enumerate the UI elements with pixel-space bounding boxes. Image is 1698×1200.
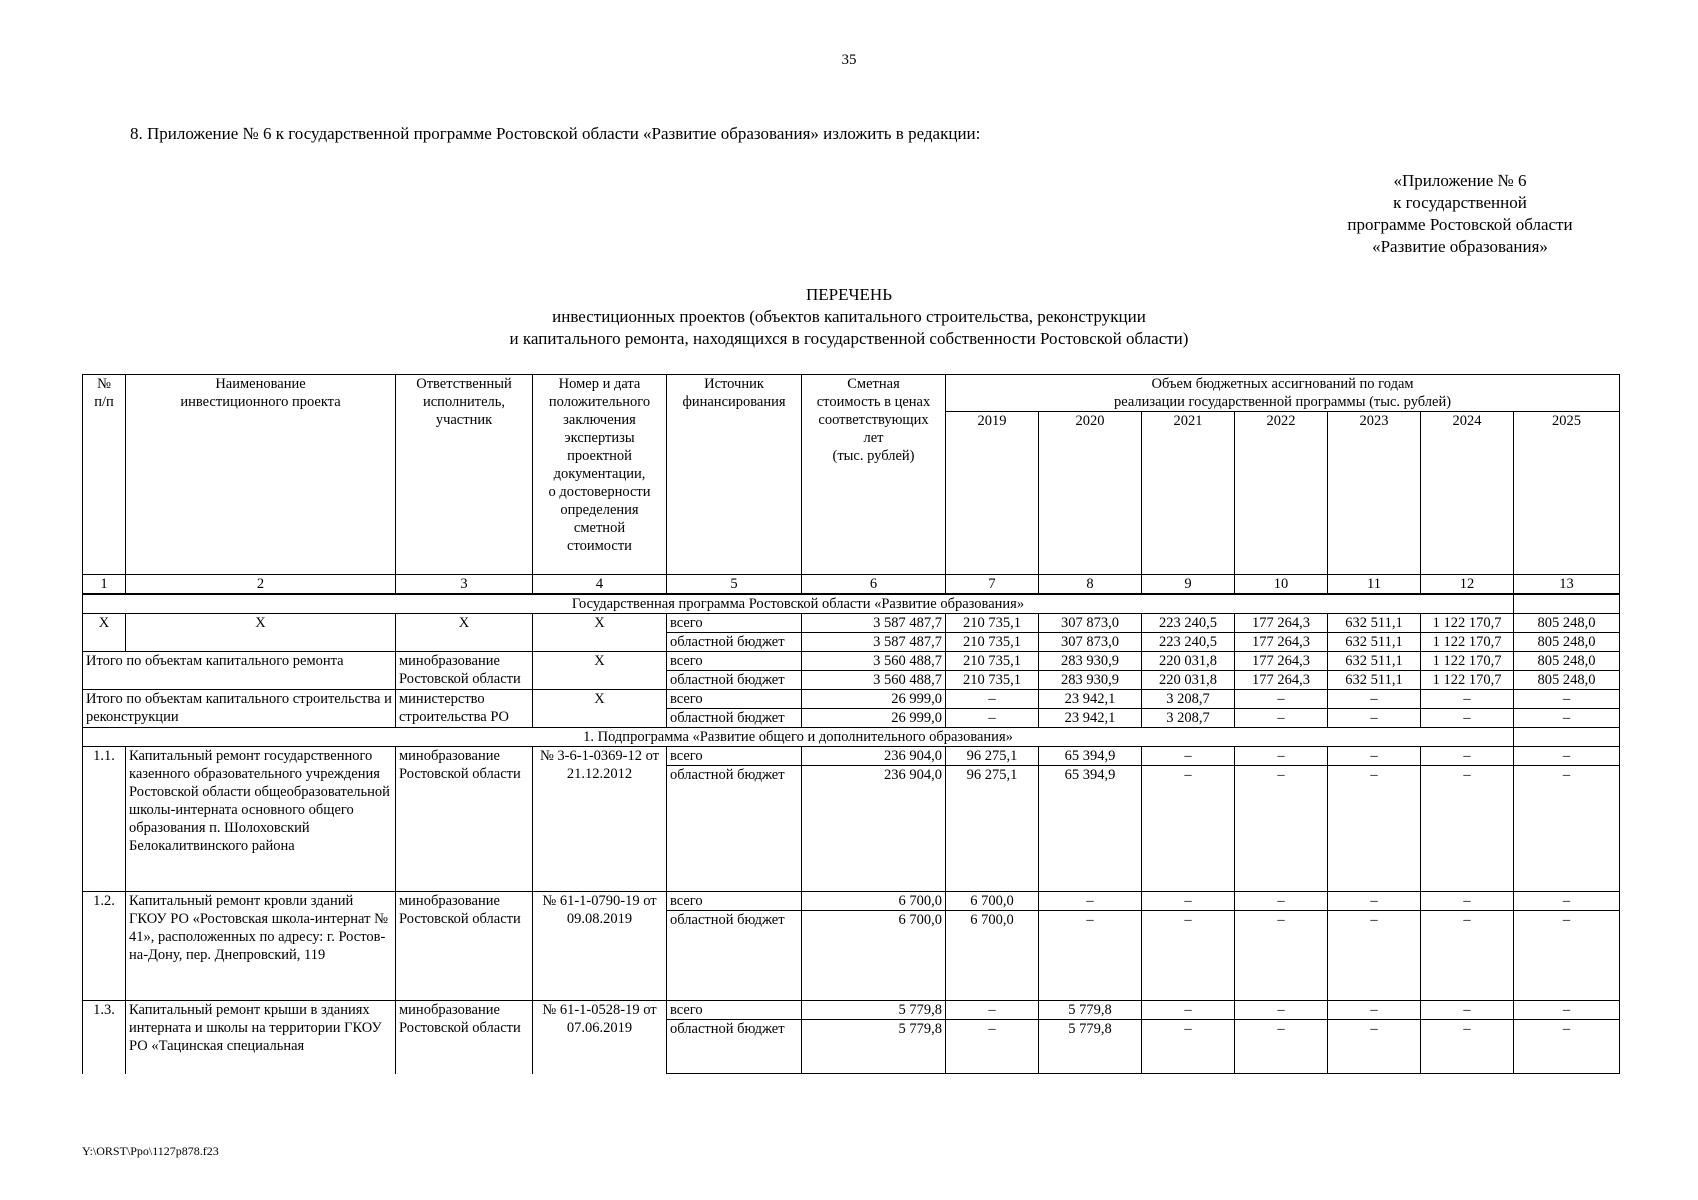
header-num: № п/п <box>83 375 126 575</box>
row-expertise: Х <box>533 690 667 728</box>
column-number: 3 <box>396 575 533 595</box>
row-year-value: – <box>946 690 1039 709</box>
row-cost: 5 779,8 <box>802 1001 946 1020</box>
row-year-value: – <box>1514 892 1620 911</box>
column-number: 10 <box>1235 575 1328 595</box>
intro-paragraph: 8. Приложение № 6 к государственной программе Ростовской области «Развитие образования» изложить в редакции: <box>130 124 981 143</box>
row-year-value: 23 942,1 <box>1039 690 1142 709</box>
row-year-value: 65 394,9 <box>1039 747 1142 766</box>
annex-line: «Приложение № 6 <box>1393 171 1527 190</box>
row-year-value: – <box>1235 892 1328 911</box>
row-source: всего <box>667 1001 802 1020</box>
row-expertise: Х <box>533 652 667 690</box>
row-year-value: 210 735,1 <box>946 633 1039 652</box>
table-row <box>83 690 1620 709</box>
document-title <box>0 284 1698 350</box>
column-number: 5 <box>667 575 802 595</box>
row-cost: 236 904,0 <box>802 766 946 892</box>
project-name: Капитальный ремонт кровли зданий ГКОУ РО «Ростовская школа-интернат № 41», расположенных по адресу: г. Ростов-на-Дону, пер. Днепровский, 119 <box>126 892 396 1001</box>
row-cost: 3 560 488,7 <box>802 671 946 690</box>
row-year-value: – <box>1235 709 1328 728</box>
row-year-value: 96 275,1 <box>946 766 1039 892</box>
header-year: 2025 <box>1514 412 1620 575</box>
row-year-value: – <box>1328 747 1421 766</box>
row-year-value: – <box>1142 766 1235 892</box>
project-num: 1.3. <box>83 1001 126 1074</box>
row-source: областной бюджет <box>667 671 802 690</box>
project-responsible: минобразование Ростовской области <box>396 892 533 1001</box>
row-year-value: 210 735,1 <box>946 614 1039 633</box>
row-year-value: – <box>1235 911 1328 1001</box>
row-year-value: – <box>1421 709 1514 728</box>
row-year-value: 283 930,9 <box>1039 671 1142 690</box>
annex-line: программе Ростовской области <box>1347 215 1573 234</box>
annex-line: «Развитие образования» <box>1372 237 1548 256</box>
row-year-value: 220 031,8 <box>1142 671 1235 690</box>
row-source: всего <box>667 892 802 911</box>
row-responsible: министерство строительства РО <box>396 690 533 728</box>
row-year-value: – <box>1142 1020 1235 1074</box>
header-row <box>83 375 1620 412</box>
row-cost: 3 587 487,7 <box>802 633 946 652</box>
row-year-value: – <box>1514 766 1620 892</box>
row-source: областной бюджет <box>667 911 802 1001</box>
row-year-value: 177 264,3 <box>1235 671 1328 690</box>
column-number: 12 <box>1421 575 1514 595</box>
header-year: 2024 <box>1421 412 1514 575</box>
row-year-value: 177 264,3 <box>1235 652 1328 671</box>
header-year: 2020 <box>1039 412 1142 575</box>
column-number: 2 <box>126 575 396 595</box>
row-year-value: – <box>1514 709 1620 728</box>
row-year-value: – <box>1328 1020 1421 1074</box>
row-year-value: 1 122 170,7 <box>1421 633 1514 652</box>
row-year-value: – <box>1421 1020 1514 1074</box>
column-number: 11 <box>1328 575 1421 595</box>
row-year-value: – <box>1514 911 1620 1001</box>
header-year: 2022 <box>1235 412 1328 575</box>
row-year-value: – <box>1514 690 1620 709</box>
table-row <box>83 652 1620 671</box>
row-source: всего <box>667 747 802 766</box>
row-year-value: 805 248,0 <box>1514 652 1620 671</box>
row-year-value: – <box>1514 747 1620 766</box>
header-year: 2023 <box>1328 412 1421 575</box>
row-year-value: – <box>1142 747 1235 766</box>
column-number: 13 <box>1514 575 1620 595</box>
project-num: 1.2. <box>83 892 126 1001</box>
page-number: 35 <box>841 52 857 68</box>
row-year-value: 632 511,1 <box>1328 652 1421 671</box>
row-cost: 3 587 487,7 <box>802 614 946 633</box>
row-responsible: минобразование Ростовской области <box>396 652 533 690</box>
row-cost: 3 560 488,7 <box>802 652 946 671</box>
row-year-value: 223 240,5 <box>1142 633 1235 652</box>
annex-line: к государственной <box>1393 193 1527 212</box>
row-year-value: – <box>1235 690 1328 709</box>
column-number: 4 <box>533 575 667 595</box>
row-name: Х <box>126 614 396 652</box>
row-expertise: Х <box>533 614 667 652</box>
row-year-value: – <box>1328 690 1421 709</box>
row-year-value: – <box>1328 1001 1421 1020</box>
header-volume: Объем бюджетных ассигнований по годам реализации государственной программы (тыс. рублей) <box>946 375 1620 412</box>
header-expertise: Номер и дата положительного заключения экспертизы проектной документации, о достоверности определения сметной стоимости <box>533 375 667 575</box>
row-cost: 26 999,0 <box>802 709 946 728</box>
header-year: 2021 <box>1142 412 1235 575</box>
row-year-value: 632 511,1 <box>1328 671 1421 690</box>
project-name: Капитальный ремонт государственного казенного образовательного учреждения Ростовской области общеобразовательной школы-интерната основного общего образования п. Шолоховский Белокалитвинского района <box>126 747 396 892</box>
row-year-value: – <box>1421 690 1514 709</box>
row-year-value: 307 873,0 <box>1039 614 1142 633</box>
row-year-value: – <box>1039 911 1142 1001</box>
row-source: всего <box>667 690 802 709</box>
row-name: Итого по объектам капитального строительства и реконструкции <box>83 690 396 728</box>
row-source: областной бюджет <box>667 709 802 728</box>
row-year-value: 210 735,1 <box>946 671 1039 690</box>
project-responsible: минобразование Ростовской области <box>396 1001 533 1074</box>
investment-projects-table <box>82 374 1620 1074</box>
row-year-value: 65 394,9 <box>1039 766 1142 892</box>
row-year-value: 5 779,8 <box>1039 1020 1142 1074</box>
row-year-value: – <box>1328 911 1421 1001</box>
row-year-value: 632 511,1 <box>1328 614 1421 633</box>
row-cost: 6 700,0 <box>802 911 946 1001</box>
row-year-value: 805 248,0 <box>1514 633 1620 652</box>
row-year-value: – <box>1421 747 1514 766</box>
title-line: ПЕРЕЧЕНЬ <box>806 285 892 304</box>
row-year-value: 223 240,5 <box>1142 614 1235 633</box>
row-year-value: – <box>1328 709 1421 728</box>
row-year-value: – <box>1142 892 1235 911</box>
row-cost: 5 779,8 <box>802 1020 946 1074</box>
subprogram-title-row <box>83 728 1620 747</box>
project-expertise: № 61-1-0528-19 от 07.06.2019 <box>533 1001 667 1074</box>
project-row <box>83 747 1620 766</box>
project-row <box>83 892 1620 911</box>
row-year-value: 6 700,0 <box>946 911 1039 1001</box>
row-cost: 26 999,0 <box>802 690 946 709</box>
header-name: Наименование инвестиционного проекта <box>126 375 396 575</box>
column-number: 1 <box>83 575 126 595</box>
row-year-value: 283 930,9 <box>1039 652 1142 671</box>
row-year-value: – <box>1328 766 1421 892</box>
row-year-value: – <box>946 1001 1039 1020</box>
row-year-value: 632 511,1 <box>1328 633 1421 652</box>
row-year-value: 1 122 170,7 <box>1421 671 1514 690</box>
row-year-value: – <box>946 709 1039 728</box>
row-year-value: – <box>1039 892 1142 911</box>
row-year-value: – <box>1514 1001 1620 1020</box>
program-title-row <box>83 594 1620 614</box>
row-year-value: 6 700,0 <box>946 892 1039 911</box>
header-year: 2019 <box>946 412 1039 575</box>
column-numbers-row <box>83 575 1620 595</box>
header-cost: Сметная стоимость в ценах соответствующих лет (тыс. рублей) <box>802 375 946 575</box>
row-year-value: 220 031,8 <box>1142 652 1235 671</box>
row-year-value: 307 873,0 <box>1039 633 1142 652</box>
row-year-value: 3 208,7 <box>1142 709 1235 728</box>
row-year-value: – <box>1514 1020 1620 1074</box>
row-year-value: – <box>1142 1001 1235 1020</box>
row-year-value: 1 122 170,7 <box>1421 614 1514 633</box>
row-year-value: – <box>1142 911 1235 1001</box>
row-year-value: – <box>1328 892 1421 911</box>
row-year-value: 805 248,0 <box>1514 671 1620 690</box>
table-row <box>83 614 1620 633</box>
row-cost: 6 700,0 <box>802 892 946 911</box>
row-year-value: 23 942,1 <box>1039 709 1142 728</box>
row-source: областной бюджет <box>667 1020 802 1074</box>
row-year-value: 5 779,8 <box>1039 1001 1142 1020</box>
row-year-value: – <box>1235 1001 1328 1020</box>
row-name: Итого по объектам капитального ремонта <box>83 652 396 690</box>
row-num: Х <box>83 614 126 652</box>
row-year-value: – <box>1421 766 1514 892</box>
column-number: 7 <box>946 575 1039 595</box>
project-name: Капитальный ремонт крыши в зданиях интерната и школы на территории ГКОУ РО «Тацинская специальная <box>126 1001 396 1074</box>
title-line: инвестиционных проектов (объектов капитального строительства, реконструкции <box>552 307 1146 326</box>
row-year-value: – <box>1421 1001 1514 1020</box>
row-source: всего <box>667 652 802 671</box>
column-number: 9 <box>1142 575 1235 595</box>
row-source: областной бюджет <box>667 766 802 892</box>
row-year-value: 210 735,1 <box>946 652 1039 671</box>
program-title: Государственная программа Ростовской области «Развитие образования» <box>83 594 1514 614</box>
column-number: 8 <box>1039 575 1142 595</box>
project-responsible: минобразование Ростовской области <box>396 747 533 892</box>
header-source: Источник финансирования <box>667 375 802 575</box>
row-year-value: 805 248,0 <box>1514 614 1620 633</box>
row-year-value: 177 264,3 <box>1235 614 1328 633</box>
row-year-value: – <box>1235 766 1328 892</box>
row-source: всего <box>667 614 802 633</box>
row-cost: 236 904,0 <box>802 747 946 766</box>
row-source: областной бюджет <box>667 633 802 652</box>
title-line: и капитального ремонта, находящихся в государственной собственности Ростовской области) <box>509 329 1189 348</box>
row-year-value: – <box>1235 1020 1328 1074</box>
annex-header <box>1310 170 1610 258</box>
project-num: 1.1. <box>83 747 126 892</box>
row-responsible: Х <box>396 614 533 652</box>
project-row <box>83 1001 1620 1020</box>
subprogram-title: 1. Подпрограмма «Развитие общего и дополнительного образования» <box>83 728 1514 747</box>
investment-projects-table-wrap <box>82 374 1619 1074</box>
project-expertise: № 3-6-1-0369-12 от 21.12.2012 <box>533 747 667 892</box>
project-expertise: № 61-1-0790-19 от 09.08.2019 <box>533 892 667 1001</box>
row-year-value: 3 208,7 <box>1142 690 1235 709</box>
row-year-value: 1 122 170,7 <box>1421 652 1514 671</box>
header-responsible: Ответственный исполнитель, участник <box>396 375 533 575</box>
row-year-value: – <box>1421 911 1514 1001</box>
row-year-value: – <box>946 1020 1039 1074</box>
file-path-footer: Y:\ORST\Ppo\1127p878.f23 <box>82 1144 219 1158</box>
row-year-value: 177 264,3 <box>1235 633 1328 652</box>
row-year-value: – <box>1235 747 1328 766</box>
row-year-value: – <box>1421 892 1514 911</box>
column-number: 6 <box>802 575 946 595</box>
row-year-value: 96 275,1 <box>946 747 1039 766</box>
